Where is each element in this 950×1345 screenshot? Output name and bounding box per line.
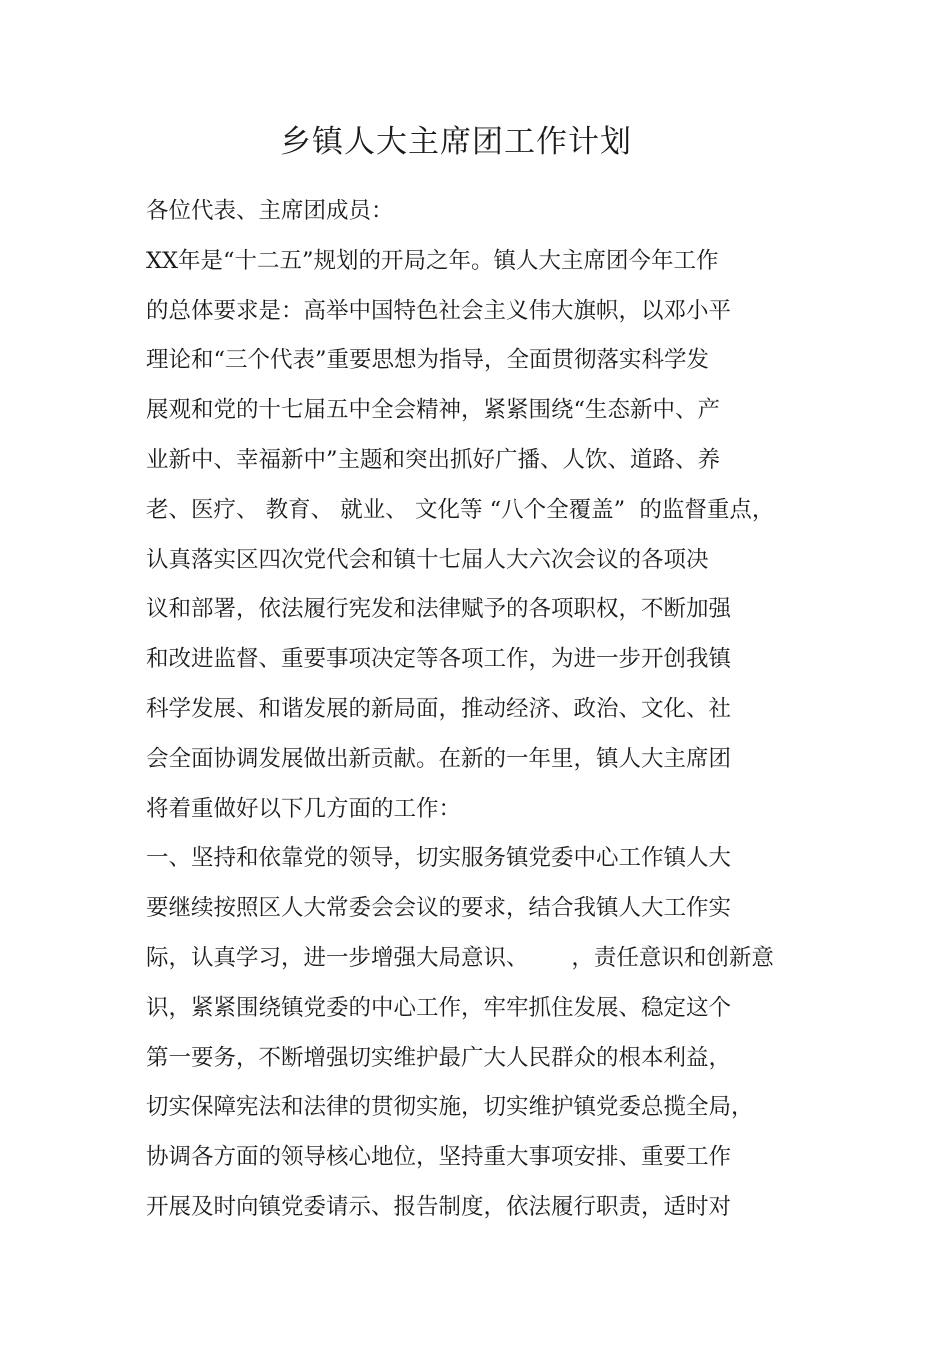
text-line: 一、坚持和依靠党的领导，切实服务镇党委中心工作镇人大: [146, 845, 732, 872]
text-line: 老、医疗、 教育、 就业、 文化等 “八个全覆盖” 的监督重点，: [146, 496, 775, 523]
text-line: 切实保障宪法和法律的贯彻实施，切实维护镇党委总揽全局，: [146, 1094, 754, 1121]
text-line: 展观和党的十七届五中全会精神，紧紧围绕“生态新中、产: [146, 397, 721, 424]
text-line: 理论和“三个代表”重要思想为指导，全面贯彻落实科学发: [146, 347, 710, 374]
text-line: 识，紧紧围绕镇党委的中心工作，牢牢抓住发展、稳定这个: [146, 994, 732, 1021]
text-line: 认真落实区四次党代会和镇十七届人大六次会议的各项决: [146, 546, 709, 573]
text-line: 各位代表、主席团成员：: [146, 198, 394, 224]
document-title: 乡镇人大主席团工作计划: [280, 124, 632, 160]
text-line: 将着重做好以下几方面的工作：: [146, 795, 462, 822]
text-line: XX年是“十二五”规划的开局之年。镇人大主席团今年工作: [146, 247, 719, 274]
text-line: 开展及时向镇党委请示、报告制度，依法履行职责，适时对: [146, 1193, 732, 1220]
text-line: 际，认真学习，进一步增强大局意识、 ，责任意识和创新意: [146, 944, 774, 971]
text-line: 和改进监督、重要事项决定等各项工作，为进一步开创我镇: [146, 646, 732, 673]
text-line: 的总体要求是：高举中国特色社会主义伟大旗帜，以邓小平: [146, 297, 732, 324]
text-line: 协调各方面的领导核心地位，坚持重大事项安排、重要工作: [146, 1144, 732, 1171]
text-line: 要继续按照区人大常委会会议的要求，结合我镇人大工作实: [146, 895, 732, 922]
text-line: 科学发展、和谐发展的新局面，推动经济、政治、文化、社: [146, 695, 732, 722]
text-line: 议和部署，依法履行宪发和法律赋予的各项职权，不断加强: [146, 596, 732, 623]
text-line: 第一要务，不断增强切实维护最广大人民群众的根本利益，: [146, 1044, 732, 1071]
document-body: [146, 187, 826, 1233]
text-line: 会全面协调发展做出新贡献。在新的一年里，镇人大主席团: [146, 745, 732, 772]
text-line: 业新中、幸福新中”主题和突出抓好广播、人饮、道路、养: [146, 446, 721, 473]
